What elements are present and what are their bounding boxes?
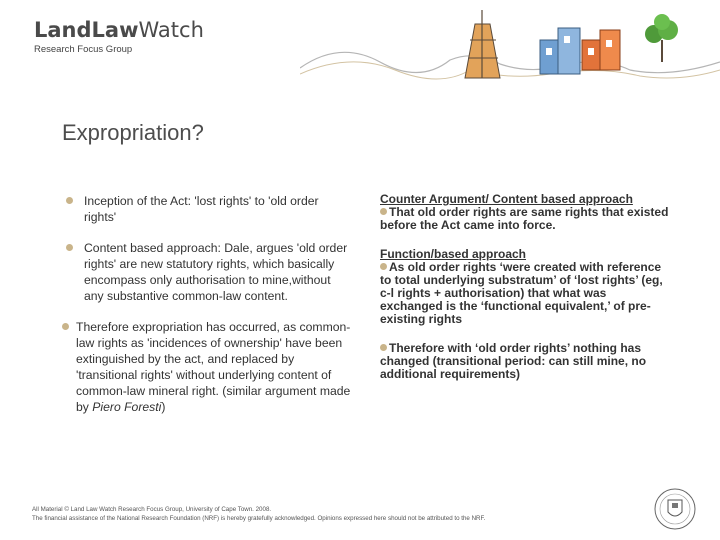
left-bullet bbox=[62, 319, 352, 415]
right-block-text: That old order rights are same rights that existed before the Act came into force. bbox=[380, 205, 669, 232]
landlawwatch-logo bbox=[34, 18, 204, 55]
brand-light: Watch bbox=[138, 18, 204, 42]
bullet-dot-icon bbox=[62, 323, 69, 330]
right-block-heading: Counter Argument/ Content based approach bbox=[380, 192, 633, 206]
left-bullet-text: Therefore expropriation has occurred, as common-law rights as 'incidences of ownership' have been extinguished by the act, and replaced by 'transitional rights' without underlying content of common-law mineral right. (similar argument made by bbox=[76, 320, 351, 414]
brand-bold: LandLaw bbox=[34, 18, 139, 42]
right-block-text: As old order rights ‘were created with reference to total underlying substratum’ of ‘lost rights’ (eg, c-l rights + authorisation) that what was exchanged is the ‘functional equivalent,’ of pre-existing rights bbox=[380, 260, 663, 326]
university-seal-icon bbox=[650, 486, 700, 532]
left-bullet-italic: Piero Foresti bbox=[92, 400, 162, 414]
left-bullet bbox=[62, 193, 352, 225]
bullet-dot-icon bbox=[66, 244, 73, 251]
right-block bbox=[380, 193, 670, 232]
header-landscape-illustration bbox=[300, 0, 720, 100]
slide-title: Expropriation? bbox=[62, 120, 204, 145]
bullet-dot-icon bbox=[380, 344, 387, 351]
right-block-bullet bbox=[380, 206, 670, 232]
right-column bbox=[380, 193, 670, 397]
footer-acknowledgement: The financial assistance of the National Research Foundation (NRF) is hereby gratefully acknowledged. Opinions expressed here should not be attributed to the NRF. bbox=[32, 515, 486, 522]
tree-icon bbox=[645, 14, 678, 62]
left-bullet-text-end: ) bbox=[161, 400, 166, 414]
left-bullet-text: Content based approach: Dale, argues 'old order rights' are new statutory rights, which basically encompass only authorisation to mine,without any substantive common-law content. bbox=[84, 241, 348, 303]
left-bullet bbox=[62, 240, 352, 304]
footer-notice bbox=[32, 505, 592, 523]
right-block-bullet bbox=[380, 342, 670, 381]
houses-icon bbox=[540, 28, 620, 74]
footer-copyright: All Material © Land Law Watch Research Focus Group, University of Cape Town. 2008. bbox=[32, 506, 272, 513]
windmill-icon bbox=[465, 10, 500, 78]
left-bullet-list bbox=[62, 193, 352, 415]
right-block-text: Therefore with ‘old order rights’ nothing has changed (transitional period: can still mine, no additional requirements) bbox=[380, 341, 647, 381]
left-bullet-text: Inception of the Act: 'lost rights' to 'old order rights' bbox=[84, 194, 319, 224]
brand-name bbox=[34, 18, 204, 42]
bullet-dot-icon bbox=[380, 208, 387, 215]
right-block-heading: Function/based approach bbox=[380, 247, 527, 261]
brand-subtitle: Research Focus Group bbox=[34, 44, 133, 55]
bullet-dot-icon bbox=[380, 263, 387, 270]
bullet-dot-icon bbox=[66, 197, 73, 204]
right-block-bullet bbox=[380, 261, 670, 326]
right-block bbox=[380, 342, 670, 381]
left-column bbox=[62, 193, 352, 430]
right-block bbox=[380, 248, 670, 326]
